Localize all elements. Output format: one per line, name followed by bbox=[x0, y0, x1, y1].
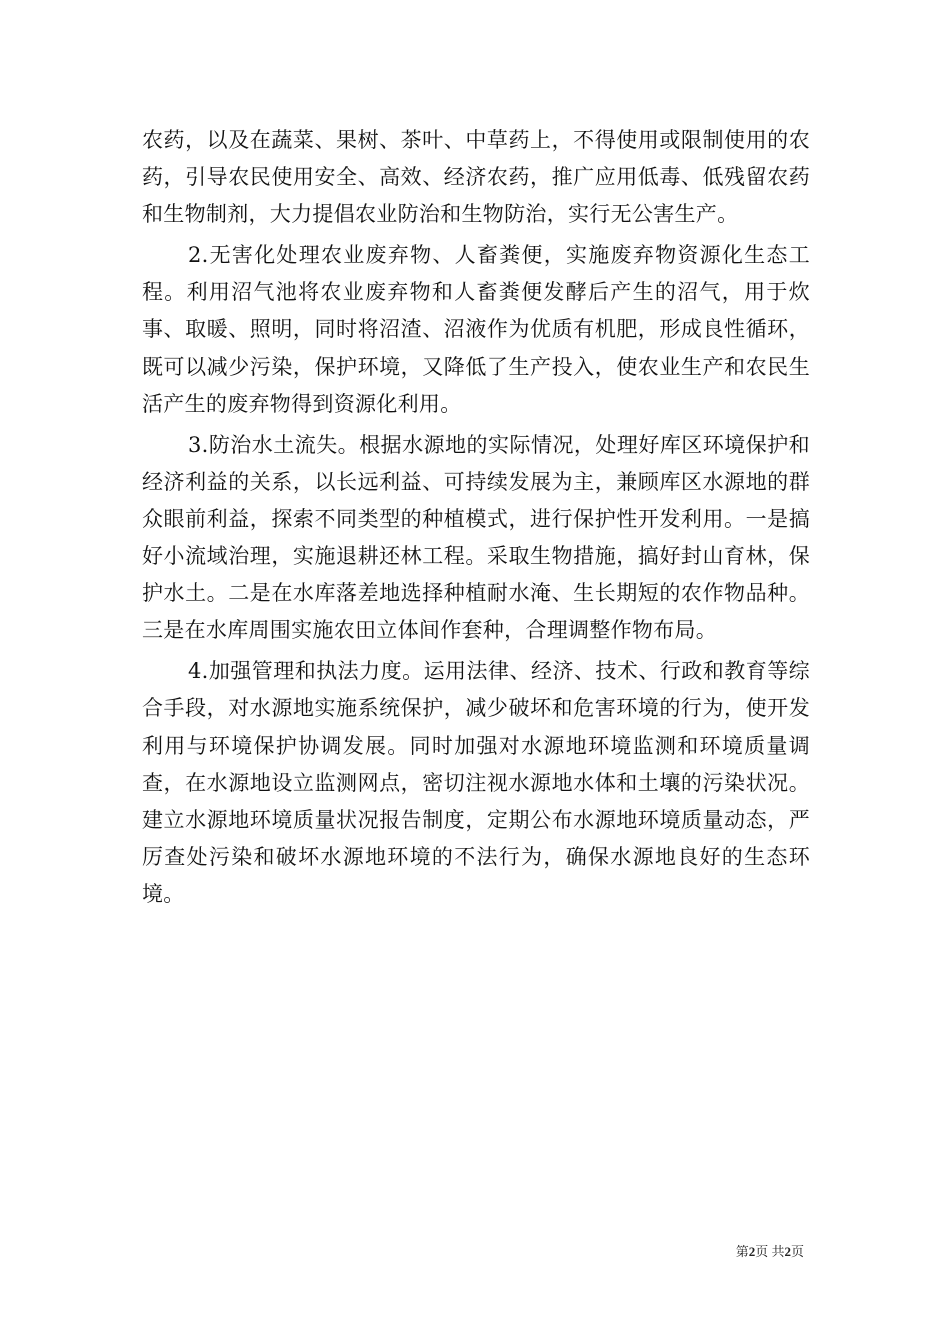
paragraph-item-3: 3.防治水土流失。根据水源地的实际情况，处理好库区环境保护和经济利益的关系，以长远利益、可持续发展为主，兼顾库区水源地的群众眼前利益，探索不同类型的种植模式，进行保护性开发利用。一是搞好小流域治理，实施退耕还林工程。采取生物措施，搞好封山育林，保护水土。二是在水库落差地选择种植耐水淹、生长期短的农作物品种。三是在水库周围实施农田立体间作套种，合理调整作物布局。 bbox=[142, 432, 810, 643]
paragraph-item-4: 4.加强管理和执法力度。运用法律、经济、技术、行政和教育等综合手段，对水源地实施系统保护，减少破坏和危害环境的行为，使开发利用与环境保护协调发展。同时加强对水源地环境监测和环境质量调查，在水源地设立监测网点，密切注视水源地水体和土壤的污染状况。建立水源地环境质量状况报告制度，定期公布水源地环境质量动态，严厉查处污染和破坏水源地环境的不法行为，确保水源地良好的生态环境。 bbox=[142, 659, 810, 906]
paragraph-item-2: 2.无害化处理农业废弃物、人畜粪便，实施废弃物资源化生态工程。利用沼气池将农业废弃物和人畜粪便发酵后产生的沼气，用于炊事、取暖、照明，同时将沼渣、沼液作为优质有机肥，形成良性循环，既可以减少污染，保护环境，又降低了生产投入，使农业生产和农民生活产生的废弃物得到资源化利用。 bbox=[142, 243, 810, 416]
page-footer bbox=[736, 1241, 804, 1260]
document-body bbox=[142, 122, 810, 913]
paragraph-continuation: 农药，以及在蔬菜、果树、茶叶、中草药上，不得使用或限制使用的农药，引导农民使用安全、高效、经济农药，推广应用低毒、低残留农药和生物制剂，大力提倡农业防治和生物防治，实行无公害生产。 bbox=[142, 128, 810, 227]
footer-suffix: 页 bbox=[790, 1244, 804, 1259]
footer-middle: 页 共 bbox=[755, 1244, 785, 1259]
footer-total-pages: 2 bbox=[784, 1244, 791, 1259]
footer-prefix: 第 bbox=[735, 1244, 749, 1259]
footer-current-page: 2 bbox=[748, 1244, 756, 1259]
